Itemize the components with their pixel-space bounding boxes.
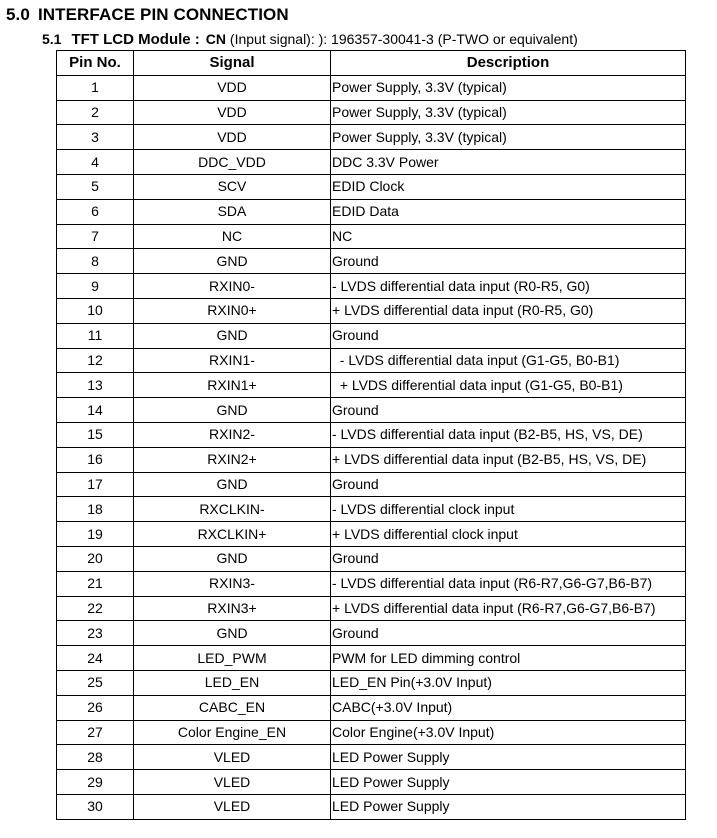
table-row: [57, 571, 686, 596]
signal-cell: LED_EN: [134, 670, 331, 695]
description-cell: Ground: [331, 249, 686, 274]
pin-cell: 3: [57, 125, 134, 150]
description-cell: EDID Data: [331, 199, 686, 224]
pin-cell: 20: [57, 546, 134, 571]
table-row: [57, 794, 686, 819]
table-row: [57, 770, 686, 795]
table-row: [57, 100, 686, 125]
table-row: [57, 621, 686, 646]
table-row: [57, 720, 686, 745]
section-number: 5.0: [6, 5, 30, 24]
pin-cell: 28: [57, 745, 134, 770]
pin-cell: 1: [57, 75, 134, 100]
description-cell: Ground: [331, 398, 686, 423]
signal-cell: DDC_VDD: [134, 150, 331, 175]
pin-cell: 26: [57, 695, 134, 720]
table-row: [57, 596, 686, 621]
signal-cell: VLED: [134, 770, 331, 795]
description-cell: Ground: [331, 621, 686, 646]
pin-cell: 9: [57, 274, 134, 299]
description-cell: LED Power Supply: [331, 770, 686, 795]
subsection-heading: [42, 31, 578, 48]
table-row: [57, 745, 686, 770]
table-row: [57, 298, 686, 323]
table-row: [57, 249, 686, 274]
signal-cell: GND: [134, 323, 331, 348]
description-cell: CABC(+3.0V Input): [331, 695, 686, 720]
description-cell: Power Supply, 3.3V (typical): [331, 100, 686, 125]
table-row: [57, 75, 686, 100]
table-row: [57, 274, 686, 299]
pin-cell: 30: [57, 794, 134, 819]
signal-cell: GND: [134, 621, 331, 646]
signal-cell: RXIN3+: [134, 596, 331, 621]
pin-cell: 4: [57, 150, 134, 175]
description-cell: + LVDS differential data input (G1-G5, B0-B1): [331, 373, 686, 398]
table-row: [57, 670, 686, 695]
table-row: [57, 422, 686, 447]
description-cell: + LVDS differential clock input: [331, 522, 686, 547]
signal-cell: SCV: [134, 174, 331, 199]
table-row: [57, 224, 686, 249]
pin-cell: 13: [57, 373, 134, 398]
description-cell: Color Engine(+3.0V Input): [331, 720, 686, 745]
signal-cell: LED_PWM: [134, 646, 331, 671]
pin-cell: 2: [57, 100, 134, 125]
connector-text: (Input signal): ): 196357-30041-3 (P-TWO or equivalent): [229, 31, 578, 47]
table-body: [57, 75, 686, 819]
description-cell: + LVDS differential data input (B2-B5, HS, VS, DE): [331, 447, 686, 472]
pin-cell: 6: [57, 199, 134, 224]
signal-cell: RXCLKIN+: [134, 522, 331, 547]
description-cell: EDID Clock: [331, 174, 686, 199]
signal-cell: RXIN0-: [134, 274, 331, 299]
signal-cell: VDD: [134, 125, 331, 150]
signal-cell: CABC_EN: [134, 695, 331, 720]
table-header-row: [57, 51, 686, 76]
table-row: [57, 497, 686, 522]
table-row: [57, 546, 686, 571]
header-description: Description: [331, 51, 686, 76]
pin-cell: 16: [57, 447, 134, 472]
signal-cell: VLED: [134, 745, 331, 770]
pin-cell: 11: [57, 323, 134, 348]
signal-cell: NC: [134, 224, 331, 249]
table-row: [57, 125, 686, 150]
connector-label: CN: [205, 31, 227, 47]
description-cell: NC: [331, 224, 686, 249]
pin-cell: 15: [57, 422, 134, 447]
table-row: [57, 199, 686, 224]
subsection-title: TFT LCD Module :: [71, 31, 200, 48]
signal-cell: GND: [134, 249, 331, 274]
signal-cell: Color Engine_EN: [134, 720, 331, 745]
pin-cell: 24: [57, 646, 134, 671]
pin-cell: 17: [57, 472, 134, 497]
table-row: [57, 150, 686, 175]
pin-connection-table: [56, 50, 686, 820]
description-cell: LED Power Supply: [331, 745, 686, 770]
signal-cell: RXIN0+: [134, 298, 331, 323]
pin-cell: 5: [57, 174, 134, 199]
header-pin-no: Pin No.: [57, 51, 134, 76]
table-row: [57, 348, 686, 373]
description-cell: Ground: [331, 323, 686, 348]
section-title: INTERFACE PIN CONNECTION: [37, 5, 289, 24]
signal-cell: RXIN3-: [134, 571, 331, 596]
table-row: [57, 398, 686, 423]
signal-cell: RXIN1+: [134, 373, 331, 398]
pin-cell: 14: [57, 398, 134, 423]
description-cell: + LVDS differential data input (R0-R5, G0): [331, 298, 686, 323]
description-cell: LED_EN Pin(+3.0V Input): [331, 670, 686, 695]
pin-cell: 7: [57, 224, 134, 249]
description-cell: Ground: [331, 546, 686, 571]
signal-cell: RXIN1-: [134, 348, 331, 373]
table-row: [57, 646, 686, 671]
description-cell: + LVDS differential data input (R6-R7,G6-G7,B6-B7): [331, 596, 686, 621]
signal-cell: RXIN2-: [134, 422, 331, 447]
table-row: [57, 522, 686, 547]
table-row: [57, 447, 686, 472]
signal-cell: RXIN2+: [134, 447, 331, 472]
pin-cell: 22: [57, 596, 134, 621]
table-row: [57, 174, 686, 199]
pin-cell: 12: [57, 348, 134, 373]
pin-cell: 29: [57, 770, 134, 795]
pin-cell: 25: [57, 670, 134, 695]
description-cell: Power Supply, 3.3V (typical): [331, 125, 686, 150]
signal-cell: GND: [134, 472, 331, 497]
description-cell: Power Supply, 3.3V (typical): [331, 75, 686, 100]
description-cell: DDC 3.3V Power: [331, 150, 686, 175]
description-cell: - LVDS differential data input (B2-B5, HS, VS, DE): [331, 422, 686, 447]
description-cell: LED Power Supply: [331, 794, 686, 819]
header-signal: Signal: [134, 51, 331, 76]
signal-cell: GND: [134, 398, 331, 423]
description-cell: PWM for LED dimming control: [331, 646, 686, 671]
table-row: [57, 323, 686, 348]
description-cell: - LVDS differential clock input: [331, 497, 686, 522]
pin-cell: 23: [57, 621, 134, 646]
pin-cell: 21: [57, 571, 134, 596]
signal-cell: RXCLKIN-: [134, 497, 331, 522]
signal-cell: VDD: [134, 100, 331, 125]
pin-cell: 27: [57, 720, 134, 745]
pin-cell: 8: [57, 249, 134, 274]
table-row: [57, 472, 686, 497]
description-cell: Ground: [331, 472, 686, 497]
section-heading: [6, 5, 289, 25]
signal-cell: VLED: [134, 794, 331, 819]
pin-cell: 10: [57, 298, 134, 323]
description-cell: - LVDS differential data input (R6-R7,G6-G7,B6-B7): [331, 571, 686, 596]
description-cell: - LVDS differential data input (R0-R5, G0): [331, 274, 686, 299]
signal-cell: VDD: [134, 75, 331, 100]
signal-cell: GND: [134, 546, 331, 571]
subsection-number: 5.1: [42, 31, 62, 47]
table-row: [57, 373, 686, 398]
table-row: [57, 695, 686, 720]
pin-cell: 18: [57, 497, 134, 522]
description-cell: - LVDS differential data input (G1-G5, B0-B1): [331, 348, 686, 373]
pin-cell: 19: [57, 522, 134, 547]
signal-cell: SDA: [134, 199, 331, 224]
